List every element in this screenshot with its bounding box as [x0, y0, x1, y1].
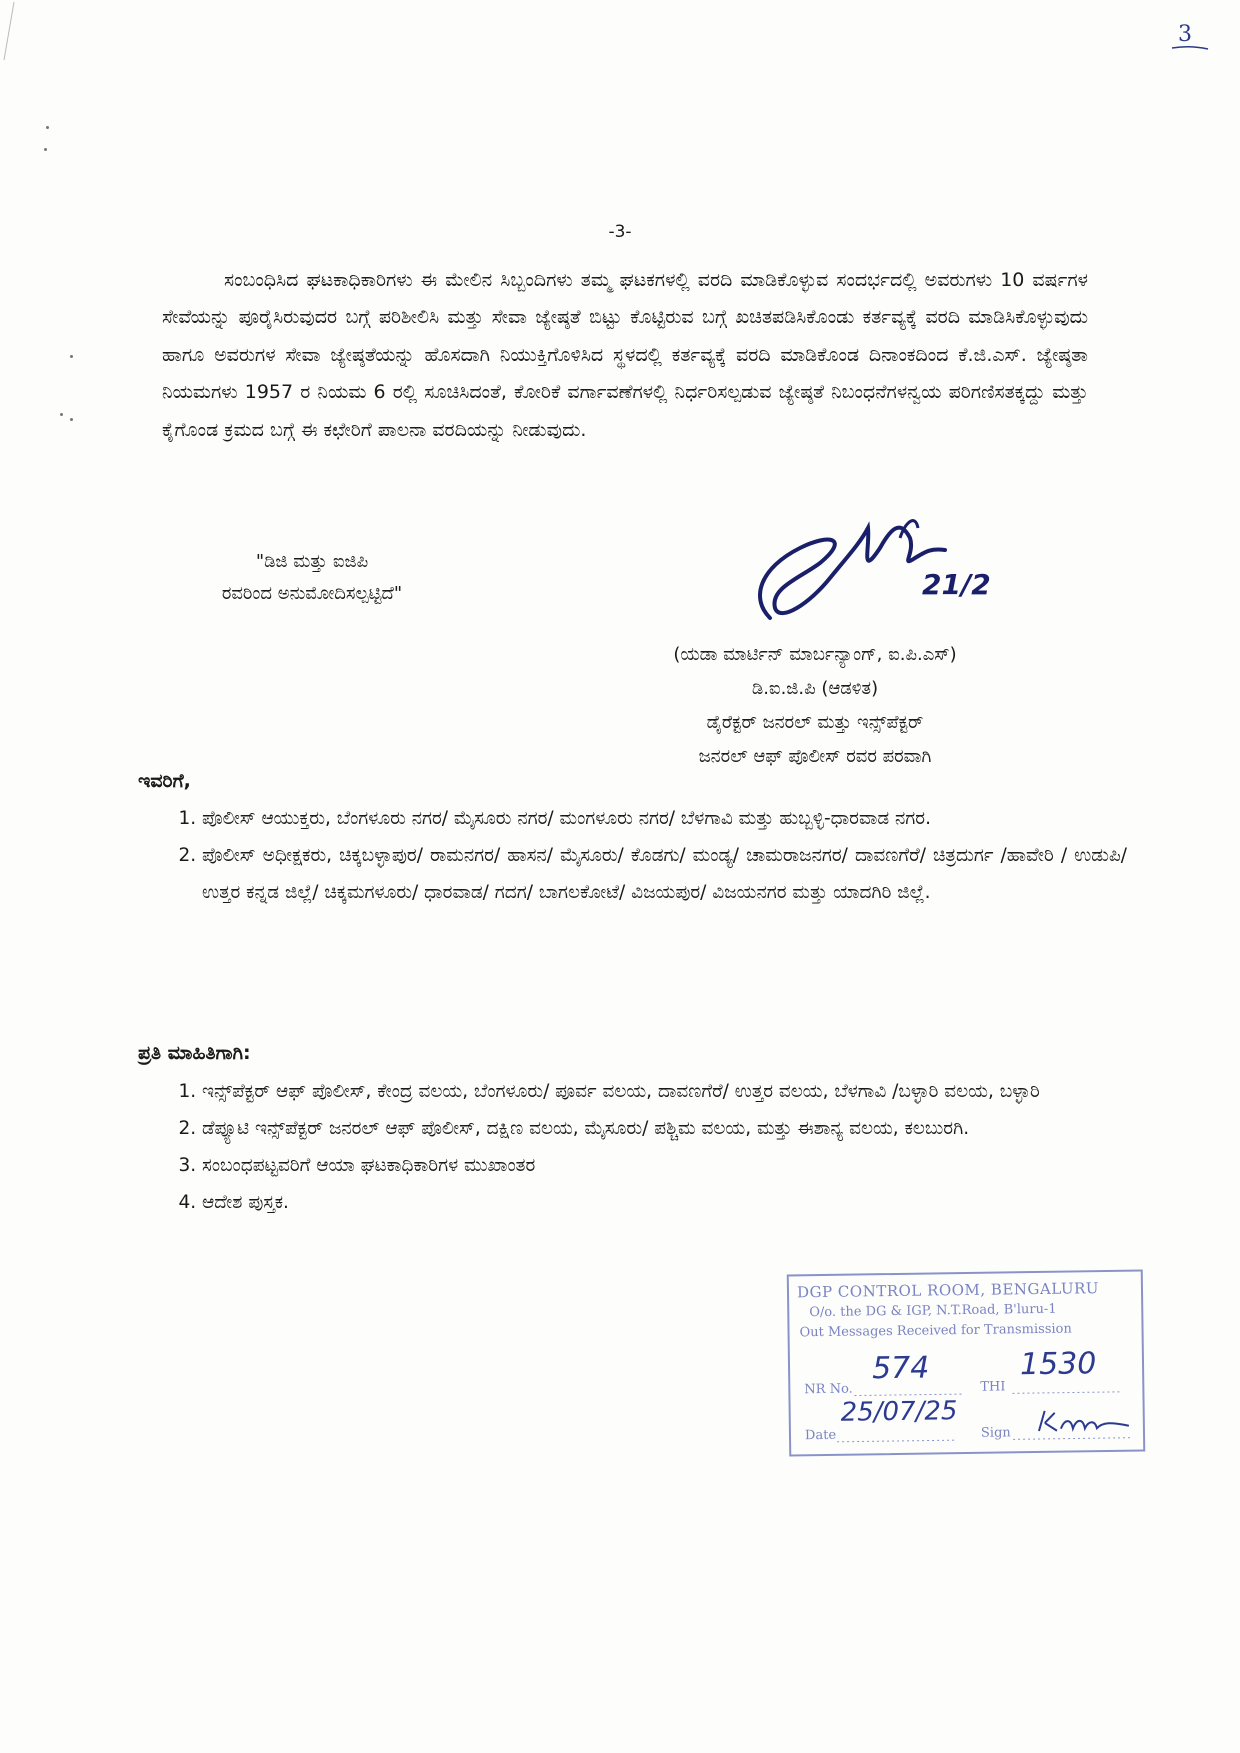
stamp-date-dots	[837, 1438, 957, 1444]
list-item: 2. ಪೊಲೀಸ್ ಅಧೀಕ್ಷಕರು, ಚಿಕ್ಕಬಳ್ಳಾಪುರ/ ರಾಮನಗರ/ ಹಾಸನ/ ಮೈಸೂರು/ ಕೊಡಗು/ ಮಂಡ್ಯ/ ಚಾಮರಾಜನಗರ/ ದಾವಣಗೆರೆ/ ಚಿತ್ರದುರ್ಗ /ಹಾವೇರಿ / ಉಡುಪಿ/ ಉತ್ತರ ಕನ್ನಡ ಜಿಲ್ಲೆ/ ಚಿಕ್ಕಮಗಳೂರು/ ಧಾರವಾಡ/ ಗದಗ/ ಬಾಗಲಕೋಟೆ/ ವಿಜಯಪುರ/ ವಿಜಯನಗರ ಮತ್ತು ಯಾದಗಿರಿ ಜಿಲ್ಲೆ.	[202, 837, 1127, 911]
control-room-stamp	[787, 1270, 1146, 1457]
approval-line-2: ರವರಿಂದ ಅನುಮೋದಿಸಲ್ಪಟ್ಟಿದೆ"	[221, 583, 403, 604]
corner-page-mark: 3	[1178, 22, 1192, 47]
stamp-thi-label: THI	[980, 1379, 1006, 1395]
stamp-line-2: O/o. the DG & IGP, N.T.Road, B'luru-1	[809, 1301, 1057, 1321]
list-item: 1. ಪೊಲೀಸ್ ಆಯುಕ್ತರು, ಬೆಂಗಳೂರು ನಗರ/ ಮೈಸೂರು ನಗರ/ ಮಂಗಳೂರು ನಗರ/ ಬೆಳಗಾವಿ ಮತ್ತು ಹುಬ್ಬಳ್ಳಿ-ಧಾರವಾಡ ನಗರ.	[202, 800, 1127, 837]
scan-speck	[46, 126, 49, 129]
stamp-thi-value: 1530	[1019, 1346, 1097, 1383]
stamp-date-label: Date	[804, 1427, 837, 1444]
approval-line-1: "ಡಿಜಿ ಮತ್ತು ಐಜಿಪಿ	[255, 551, 369, 572]
stamp-sign-dots	[1013, 1436, 1133, 1442]
signature-date: 21/2	[922, 568, 991, 601]
stamp-nr-value: 574	[871, 1350, 930, 1387]
stamp-line-1: DGP CONTROL ROOM, BENGALURU	[796, 1279, 1100, 1302]
list-item: 2. ಡೆಪ್ಯೂಟಿ ಇನ್ಸ್‌ಪೆಕ್ಟರ್ ಜನರಲ್ ಆಫ್ ಪೊಲೀಸ್, ದಕ್ಷಿಣ ವಲಯ, ಮೈಸೂರು/ ಪಶ್ಚಿಮ ವಲಯ, ಮತ್ತು ಈಶಾನ್ಯ ವಲಯ, ಕಲಬುರಗಿ.	[202, 1110, 1127, 1147]
corner-mark-underline	[1170, 44, 1210, 52]
signatory-line-3: ಡೈರೆಕ್ಟರ್ ಜನರಲ್ ಮತ್ತು ಇನ್ಸ್‌ಪೆಕ್ಟರ್	[706, 712, 924, 733]
body-paragraph: ಸಂಬಂಧಿಸಿದ ಘಟಕಾಧಿಕಾರಿಗಳು ಈ ಮೇಲಿನ ಸಿಬ್ಬಂದಿಗಳು ತಮ್ಮ ಘಟಕಗಳಲ್ಲಿ ವರದಿ ಮಾಡಿಕೊಳ್ಳುವ ಸಂದರ್ಭದಲ್ಲಿ ಅವರುಗಳು 10 ವರ್ಷಗಳ ಸೇವೆಯನ್ನು ಪೂರೈಸಿರುವುದರ ಬಗ್ಗೆ ಪರಿಶೀಲಿಸಿ ಮತ್ತು ಸೇವಾ ಜ್ಯೇಷ್ಠತೆ ಬಿಟ್ಟು ಕೊಟ್ಟಿರುವ ಬಗ್ಗೆ ಖಚಿತಪಡಿಸಿಕೊಂಡು ಕರ್ತವ್ಯಕ್ಕೆ ವರದಿ ಮಾಡಿಸಿಕೊಳ್ಳುವುದು ಹಾಗೂ ಅವರುಗಳ ಸೇವಾ ಜ್ಯೇಷ್ಠತೆಯನ್ನು ಹೊಸದಾಗಿ ನಿಯುಕ್ತಿಗೊಳಿಸಿದ ಸ್ಥಳದಲ್ಲಿ ಕರ್ತವ್ಯಕ್ಕೆ ವರದಿ ಮಾಡಿಕೊಂಡ ದಿನಾಂಕದಿಂದ ಕೆ.ಜಿ.ಎಸ್. ಜ್ಯೇಷ್ಠತಾ ನಿಯಮಗಳು 1957 ರ ನಿಯಮ 6 ರಲ್ಲಿ ಸೂಚಿಸಿದಂತೆ, ಕೋರಿಕೆ ವರ್ಗಾವಣೆಗಳಲ್ಲಿ ನಿರ್ಧರಿಸಲ್ಪಡುವ ಜ್ಯೇಷ್ಠತೆ ನಿಬಂಧನೆಗಳನ್ವಯ ಪರಿಗಣಿಸತಕ್ಕದ್ದು ಮತ್ತು ಕೈಗೊಂಡ ಕ್ರಮದ ಬಗ್ಗೆ ಈ ಕಛೇರಿಗೆ ಪಾಲನಾ ವರದಿಯನ್ನು ನೀಡುವುದು.	[162, 269, 1088, 441]
list-item: 4. ಆದೇಶ ಪುಸ್ತಕ.	[202, 1184, 1127, 1221]
copy-heading: ಪ್ರತಿ ಮಾಹಿತಿಗಾಗಿ:	[138, 1042, 251, 1064]
to-list	[162, 800, 1127, 911]
stamp-date-value: 25/07/25	[840, 1396, 958, 1428]
to-heading: ಇವರಿಗೆ,	[138, 770, 191, 792]
stamp-nr-label: NR No.	[804, 1381, 853, 1398]
signatory-line-4: ಜನರಲ್ ಆಫ್ ಪೊಲೀಸ್ ರವರ ಪರವಾಗಿ	[698, 746, 932, 767]
list-item: 3. ಸಂಬಂಧಪಟ್ಟವರಿಗೆ ಆಯಾ ಘಟಕಾಧಿಕಾರಿಗಳ ಮುಖಾಂತರ	[202, 1147, 1127, 1184]
stamp-line-3: Out Messages Received for Transmission	[799, 1321, 1072, 1341]
stamp-thi-dots	[1012, 1390, 1122, 1396]
scan-edge-line	[0, 0, 20, 70]
signatory-name: (ಯಡಾ ಮಾರ್ಟಿನ್ ಮಾರ್ಬನ್ಯಾಂಗ್, ಐ.ಪಿ.ಎಸ್)	[673, 644, 957, 665]
stamp-sign-label: Sign	[980, 1425, 1011, 1441]
page-number: -3-	[608, 222, 632, 242]
signatory-block	[560, 638, 1070, 774]
list-item: 1. ಇನ್ಸ್‌ಪೆಕ್ಟರ್ ಆಫ್ ಪೊಲೀಸ್, ಕೇಂದ್ರ ವಲಯ, ಬೆಂಗಳೂರು/ ಪೂರ್ವ ವಲಯ, ದಾವಣಗೆರೆ/ ಉತ್ತರ ವಲಯ, ಬೆಳಗಾವಿ /ಬಳ್ಳಾರಿ ವಲಯ, ಬಳ್ಳಾರಿ	[202, 1073, 1127, 1110]
scan-speck	[70, 418, 73, 421]
scan-speck	[60, 413, 63, 416]
signatory-designation: ಡಿ.ಐ.ಜಿ.ಪಿ (ಆಡಳಿತ)	[751, 678, 879, 699]
scan-speck	[70, 355, 73, 358]
scan-speck	[44, 148, 47, 151]
approval-note	[152, 546, 472, 610]
copy-list	[162, 1073, 1127, 1221]
